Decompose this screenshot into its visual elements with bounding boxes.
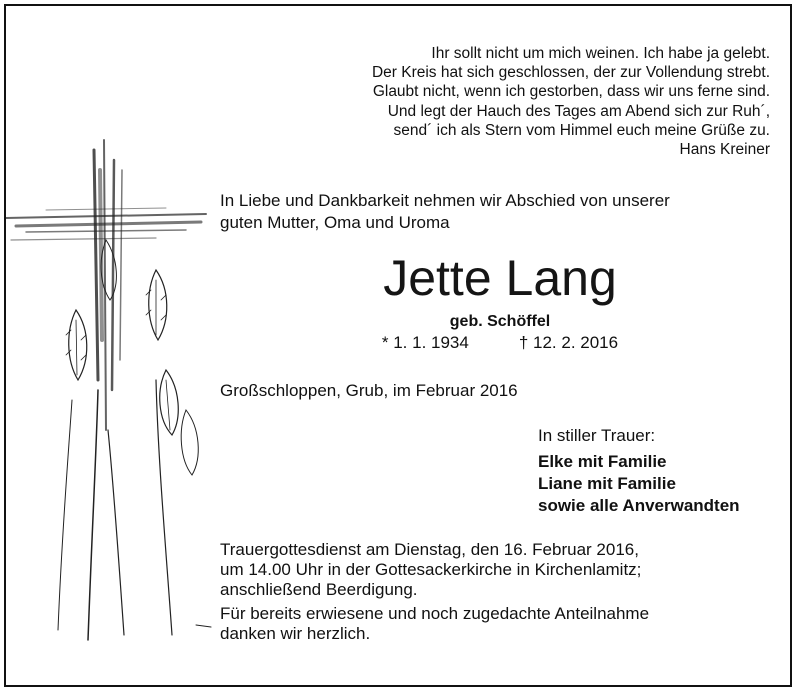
life-dates bbox=[220, 332, 780, 354]
cross-and-wheat-illustration bbox=[6, 130, 216, 650]
maiden-name: geb. Schöffel bbox=[449, 313, 551, 330]
poem-line: Glaubt nicht, wenn ich gestorben, dass wir uns ferne sind. bbox=[372, 83, 770, 101]
birth-date: * 1. 1. 1934 bbox=[381, 333, 469, 352]
mourner-name: Elke mit Familie bbox=[538, 452, 667, 471]
poem-line: Und legt der Hauch des Tages am Abend sich zur Ruh´, bbox=[387, 102, 770, 120]
deceased-name: Jette Lang bbox=[383, 250, 617, 306]
mourners-label: In stiller Trauer: bbox=[538, 426, 656, 445]
poem-line: Der Kreis hat sich geschlossen, der zur Vollendung strebt. bbox=[371, 64, 770, 82]
service-line: um 14.00 Uhr in der Gottesackerkirche in Kirchenlamitz; bbox=[220, 560, 642, 579]
service-line: Trauergottesdienst am Dienstag, den 16. Februar 2016, bbox=[220, 540, 639, 559]
funeral-service-info bbox=[220, 540, 780, 644]
place-and-date: Großschloppen, Grub, im Februar 2016 bbox=[220, 381, 518, 400]
thanks-line: danken wir herzlich. bbox=[220, 624, 371, 643]
service-line: anschließend Beerdigung. bbox=[220, 580, 418, 599]
death-date: † 12. 2. 2016 bbox=[518, 333, 619, 352]
farewell-intro bbox=[220, 190, 780, 234]
mourners-block bbox=[538, 425, 740, 517]
mourner-name: Liane mit Familie bbox=[538, 474, 676, 493]
poem-author: Hans Kreiner bbox=[679, 141, 770, 159]
memorial-poem bbox=[372, 44, 770, 159]
intro-line: In Liebe und Dankbarkeit nehmen wir Abschied von unserer bbox=[220, 191, 670, 210]
thanks-line: Für bereits erwiesene und noch zugedachte Anteilnahme bbox=[220, 604, 650, 623]
poem-line: send´ ich als Stern vom Himmel euch meine Grüße zu. bbox=[393, 121, 770, 139]
poem-line: Ihr sollt nicht um mich weinen. Ich habe ja gelebt. bbox=[431, 45, 770, 62]
intro-line: guten Mutter, Oma und Uroma bbox=[220, 213, 450, 232]
mourner-name: sowie alle Anverwandten bbox=[538, 496, 740, 515]
